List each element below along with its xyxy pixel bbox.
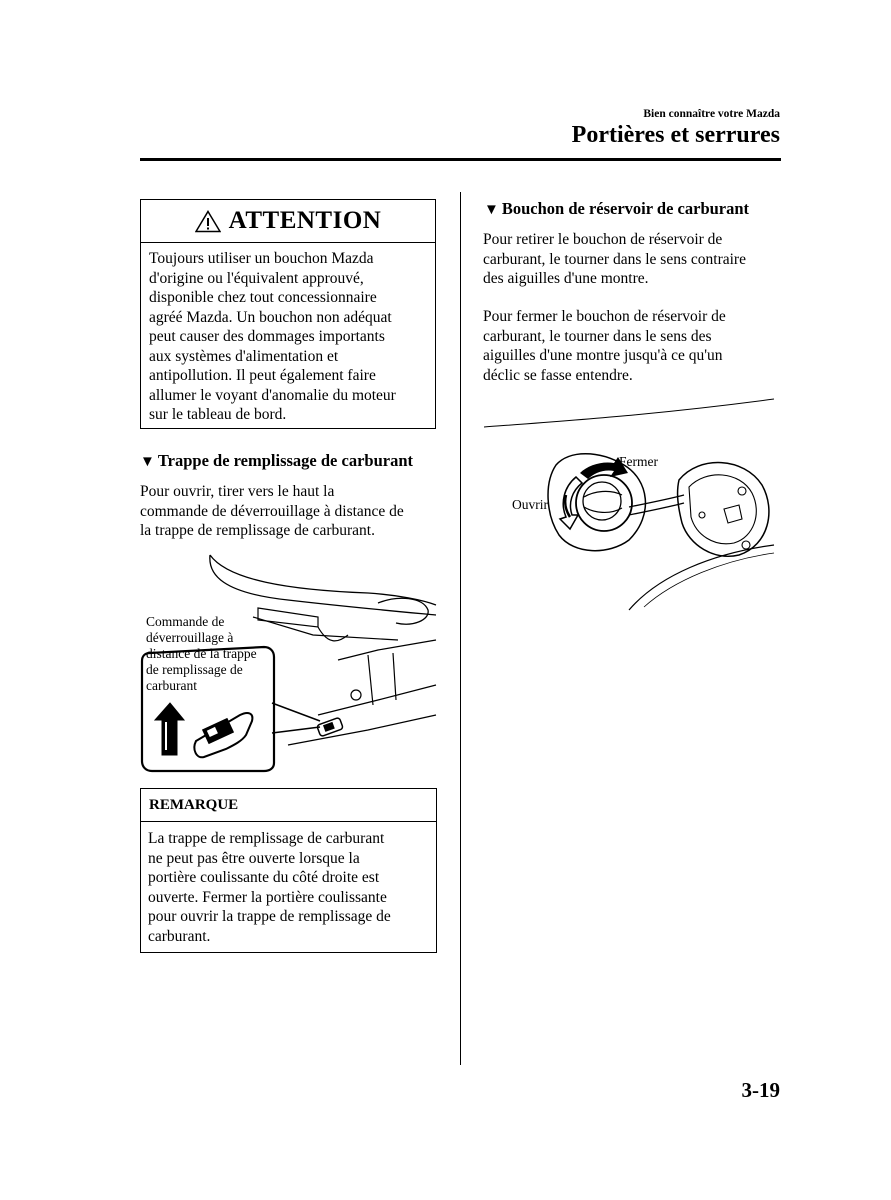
text-line: carburant. (148, 927, 211, 945)
text-line: La trappe de remplissage de carburant (148, 830, 385, 847)
close-label: Fermer (619, 454, 658, 469)
note-box (140, 788, 437, 953)
attention-text (141, 243, 435, 425)
text-line: aiguilles d'une montre jusqu'à ce qu'un (483, 347, 723, 364)
warning-triangle-icon (195, 210, 221, 233)
text-line: commande de déverrouillage à distance de (140, 502, 404, 520)
release-lever-label (146, 614, 257, 694)
text-line: déclic se fasse entendre. (483, 366, 633, 384)
label-line: Commande de (146, 614, 225, 629)
down-triangle-icon: ▼ (140, 454, 155, 470)
text-line: disponible chez tout concessionnaire (149, 289, 377, 306)
column-divider (460, 192, 461, 1065)
attention-header (141, 200, 435, 243)
label-line: carburant (146, 678, 197, 693)
text-line: Toujours utiliser un bouchon Mazda (149, 250, 374, 267)
text-line: pour ouvrir la trappe de remplissage de (148, 908, 391, 925)
text-line: portière coulissante du côté droite est (148, 869, 380, 886)
text-line: Pour retirer le bouchon de réservoir de (483, 231, 723, 248)
text-line: ne peut pas être ouverte lorsque la (148, 849, 360, 867)
text-line: carburant, le tourner dans le sens contraire (483, 250, 746, 268)
fuel-cap-text-close (483, 307, 783, 385)
page-title: Portières et serrures (571, 122, 780, 148)
fuel-door-heading-text: Trappe de remplissage de carburant (157, 451, 413, 470)
text-line: agréé Mazda. Un bouchon non adéquat (149, 308, 392, 326)
text-line: la trappe de remplissage de carburant. (140, 522, 375, 539)
label-line: de remplissage de (146, 662, 243, 677)
text-line: antipollution. Il peut également faire (149, 367, 376, 384)
fuel-cap-heading-text: Bouchon de réservoir de carburant (501, 199, 750, 218)
note-title: REMARQUE (141, 789, 436, 822)
text-line: ouverte. Fermer la portière coulissante (148, 888, 387, 906)
fuel-door-heading (140, 451, 413, 471)
chapter-label: Bien connaître votre Mazda (643, 108, 780, 120)
label-line: déverrouillage à (146, 630, 234, 645)
attention-box (140, 199, 436, 429)
text-line: Pour ouvrir, tirer vers le haut la (140, 483, 335, 500)
text-line: d'origine ou l'équivalent approuvé, (149, 269, 364, 287)
text-line: Pour fermer le bouchon de réservoir de (483, 308, 726, 325)
text-line: carburant, le tourner dans le sens des (483, 327, 712, 345)
note-text (141, 822, 436, 946)
text-line: des aiguilles d'une montre. (483, 270, 649, 287)
down-triangle-icon: ▼ (484, 202, 499, 218)
page-number: 3-19 (741, 1078, 780, 1102)
text-line: allumer le voyant d'anomalie du moteur (149, 386, 396, 404)
open-label: Ouvrir (512, 497, 548, 512)
text-line: peut causer des dommages importants (149, 328, 385, 345)
text-line: aux systèmes d'alimentation et (149, 347, 339, 365)
fuel-door-text (140, 482, 445, 541)
fuel-cap-heading (484, 199, 749, 219)
header-rule (140, 158, 781, 161)
text-line: sur le tableau de bord. (149, 406, 287, 423)
fuel-cap-text-remove (483, 230, 783, 289)
attention-title: ATTENTION (228, 207, 382, 234)
label-line: distance de la trappe (146, 646, 257, 661)
